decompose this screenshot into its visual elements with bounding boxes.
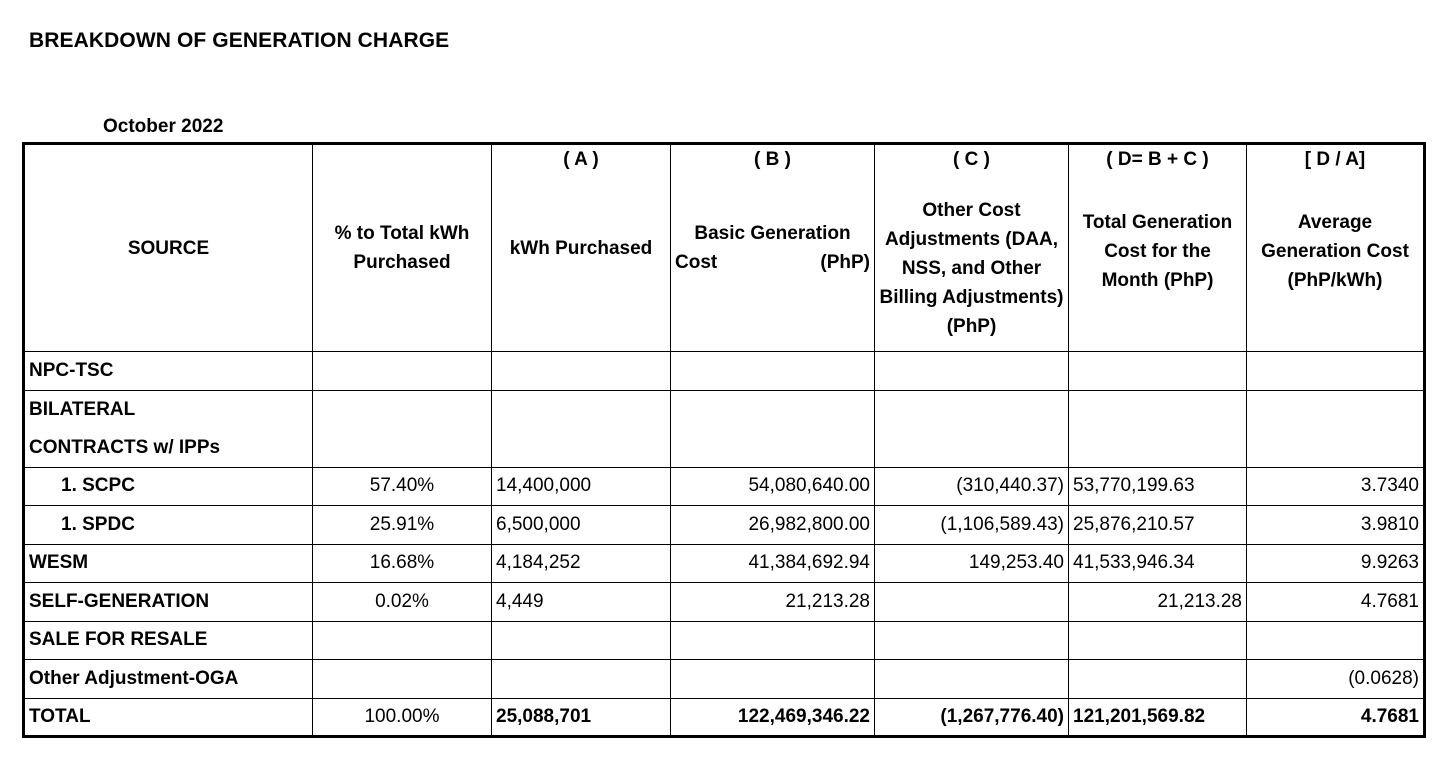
table-row-wesm: WESM 16.68% 4,184,252 41,384,692.94 149,253.40 41,533,946.34 9.9263 xyxy=(24,544,1425,583)
col-code-a: ( A ) xyxy=(563,149,599,170)
table-row-npc: NPC-TSC xyxy=(24,352,1425,391)
generation-charge-table xyxy=(22,142,1426,738)
col-code-d: ( D= B + C ) xyxy=(1106,149,1209,170)
table-row-other-adjustment: Other Adjustment-OGA (0.0628) xyxy=(24,660,1425,699)
col-header-total: ( D= B + C ) Total Generation Cost for the Month (PhP) xyxy=(1069,144,1247,352)
col-header-percent: % to Total kWh Purchased xyxy=(313,144,492,352)
table-row-sale-for-resale: SALE FOR RESALE xyxy=(24,621,1425,660)
table-row-bilateral: BILATERAL CONTRACTS w/ IPPs xyxy=(24,390,1425,467)
table-row-self-generation: SELF-GENERATION 0.02% 4,449 21,213.28 21,213.28 4.7681 xyxy=(24,583,1425,622)
col-header-average: [ D / A] Average Generation Cost (PhP/kWh) xyxy=(1247,144,1425,352)
col-code-da: [ D / A] xyxy=(1304,149,1366,170)
header-row xyxy=(24,144,1425,352)
period-label: October 2022 xyxy=(103,116,224,137)
col-header-source: SOURCE xyxy=(24,144,313,352)
page-title: BREAKDOWN OF GENERATION CHARGE xyxy=(29,29,450,52)
col-code-c: ( C ) xyxy=(953,149,990,170)
table-row-spdc: 1. SPDC 25.91% 6,500,000 26,982,800.00 (1,106,589.43) 25,876,210.57 3.9810 xyxy=(24,506,1425,545)
col-header-kwh: ( A ) kWh Purchased xyxy=(492,144,671,352)
col-code-b: ( B ) xyxy=(754,149,791,170)
col-header-other: ( C ) Other Cost Adjustments (DAA, NSS, and Other Billing Adjustments) (PhP) xyxy=(875,144,1069,352)
col-header-basic: ( B ) Basic Generation Cost (PhP) xyxy=(671,144,875,352)
table-row-total: TOTAL 100.00% 25,088,701 122,469,346.22 (1,267,776.40) 121,201,569.82 4.7681 xyxy=(24,698,1425,737)
table-row-scpc: 1. SCPC 57.40% 14,400,000 54,080,640.00 (310,440.37) 53,770,199.63 3.7340 xyxy=(24,467,1425,506)
